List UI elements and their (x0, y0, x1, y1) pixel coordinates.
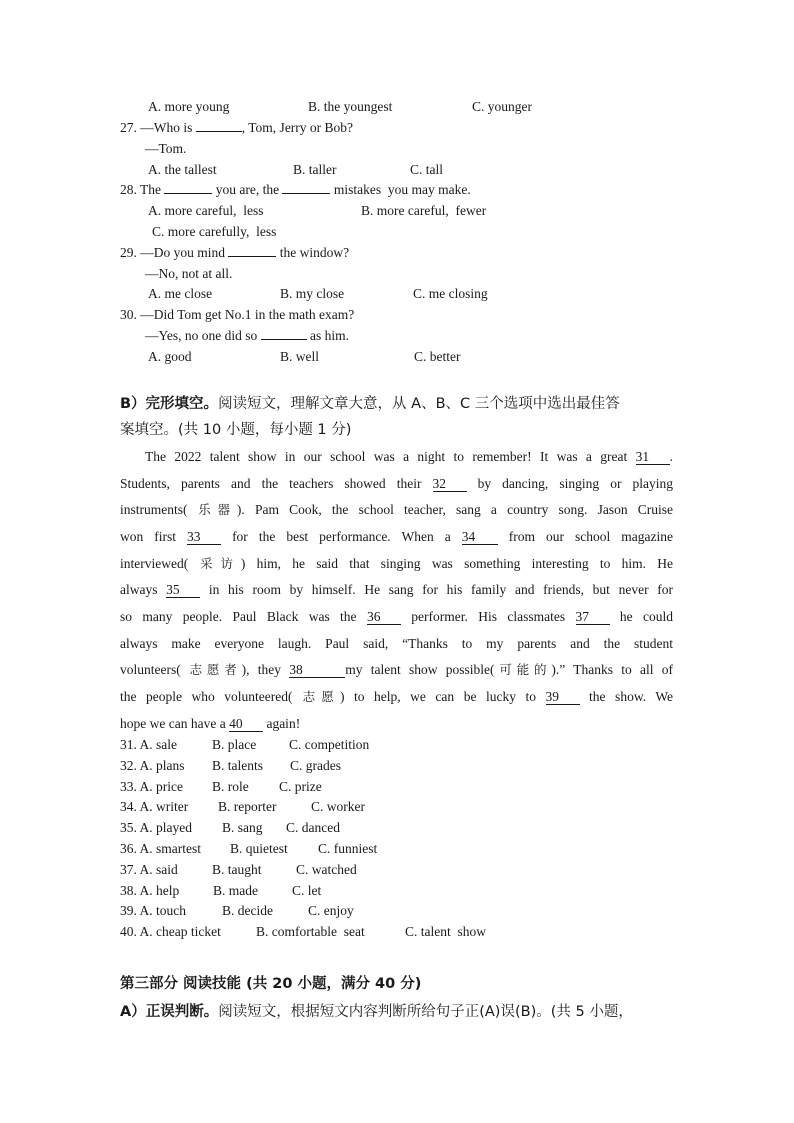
cloze-option-row: 32. A. plans (120, 758, 185, 773)
answer-blank (282, 193, 330, 194)
q29-option-a: A. me close (148, 286, 213, 301)
q29-option-c: C. me closing (413, 286, 488, 301)
cloze-option-row: 36. A. smartest (120, 841, 202, 856)
cloze-option-c: C. competition (289, 737, 370, 752)
section-b-heading-line1: B）完形填空。阅读短文，理解文章大意，从 A、B、C 三个选项中选出最佳答 (120, 396, 620, 412)
section-b-heading-line2: 案填空。(共 10 小题，每小题 1 分) (120, 422, 352, 438)
q29-option-b: B. my close (280, 286, 345, 301)
passage-line-4: won first 33 for the best performance. When a 34 from our school magazine (120, 529, 674, 544)
blank-31: 31 (636, 449, 670, 465)
cloze-option-c: C. let (292, 883, 322, 898)
cloze-option-b: B. decide (222, 903, 273, 918)
cloze-option-b: B. taught (212, 862, 262, 877)
q28-option-c: C. more carefully, less (152, 224, 277, 239)
blank-34: 34 (462, 529, 498, 545)
passage-line-8: always make everyone laugh. Paul said, “Thanks to my parents and the student (120, 636, 673, 651)
q27-option-a: A. the tallest (148, 162, 217, 177)
blank-36: 36 (367, 609, 401, 625)
passage-line-10: the people who volunteered( 志愿) to help, we can be lucky to 39 the show. We (120, 689, 673, 704)
blank-40: 40 (229, 716, 263, 732)
cloze-option-b: B. quietest (230, 841, 288, 856)
cloze-option-b: B. place (212, 737, 257, 752)
q30-stem: 30. —Did Tom get No.1 in the math exam? (120, 307, 355, 322)
q26-option-a: A. more young (148, 99, 230, 114)
blank-35: 35 (166, 582, 200, 598)
cloze-option-row: 38. A. help (120, 883, 180, 898)
blank-39: 39 (546, 689, 580, 705)
answer-blank (261, 339, 307, 340)
answer-blank (164, 193, 212, 194)
q28-stem: 28. The you are, the mistakes you may make. (120, 182, 471, 197)
cloze-option-c: C. watched (296, 862, 357, 877)
cloze-option-c: C. prize (279, 779, 322, 794)
cloze-option-b: B. talents (212, 758, 263, 773)
cloze-option-row: 40. A. cheap ticket (120, 924, 221, 939)
cloze-option-c: C. danced (286, 820, 340, 835)
cloze-option-b: B. reporter (218, 799, 277, 814)
cloze-option-row: 33. A. price (120, 779, 183, 794)
passage-line-2: Students, parents and the teachers showed their 32 by dancing, singing or playing (120, 476, 673, 491)
passage-line-3: instruments( 乐器). Pam Cook, the school teacher, sang a country song. Jason Cruise (120, 502, 673, 517)
q29-stem: 29. —Do you mind the window? (120, 245, 350, 260)
cloze-option-b: B. role (212, 779, 249, 794)
q30-option-b: B. well (280, 349, 319, 364)
passage-line-6: always 35 in his room by himself. He sang for his family and friends, but never for (120, 582, 673, 597)
q27-option-b: B. taller (293, 162, 337, 177)
q28-option-b: B. more careful, fewer (361, 203, 487, 218)
q27-answer: —Tom. (145, 141, 187, 156)
cloze-option-b: B. made (213, 883, 258, 898)
q26-option-b: B. the youngest (308, 99, 393, 114)
blank-32: 32 (433, 476, 467, 492)
cloze-option-row: 37. A. said (120, 862, 178, 877)
part3-heading: 第三部分 阅读技能 (共 20 小题，满分 40 分) (120, 976, 422, 992)
q30-option-c: C. better (414, 349, 461, 364)
passage-line-9: volunteers( 志愿者), they 38 my talent show possible(可能的).” Thanks to all of (120, 662, 673, 677)
answer-blank (228, 256, 276, 257)
q30-option-a: A. good (148, 349, 192, 364)
passage-line-1: The 2022 talent show in our school was a night to remember! It was a great 31 . (145, 449, 673, 464)
q28-option-a: A. more careful, less (148, 203, 264, 218)
cloze-option-c: C. grades (290, 758, 341, 773)
cloze-option-row: 31. A. sale (120, 737, 178, 752)
cloze-option-row: 35. A. played (120, 820, 192, 835)
passage-line-5: interviewed( 采访) him, he said that singing was something interesting to him. He (120, 556, 673, 571)
blank-37: 37 (576, 609, 610, 625)
q29-answer: —No, not at all. (145, 266, 233, 281)
cloze-option-row: 34. A. writer (120, 799, 189, 814)
cloze-option-row: 39. A. touch (120, 903, 187, 918)
cloze-option-b: B. sang (222, 820, 263, 835)
blank-33: 33 (187, 529, 221, 545)
answer-blank (196, 131, 242, 132)
blank-38: 38 (289, 662, 345, 678)
q26-option-c: C. younger (472, 99, 532, 114)
passage-line-11: hope we can have a 40 again! (120, 716, 301, 731)
cloze-option-c: C. enjoy (308, 903, 354, 918)
cloze-option-c: C. funniest (318, 841, 378, 856)
cloze-option-c: C. worker (311, 799, 365, 814)
q30-answer: —Yes, no one did so as him. (145, 328, 350, 343)
cloze-option-c: C. talent show (405, 924, 486, 939)
cloze-option-b: B. comfortable seat (256, 924, 365, 939)
q27-stem: 27. —Who is , Tom, Jerry or Bob? (120, 120, 354, 135)
passage-line-7: so many people. Paul Black was the 36 performer. His classmates 37 he could (120, 609, 673, 624)
part3-section-a-heading: A）正误判断。阅读短文，根据短文内容判断所给句子正(A)误(B)。(共 5 小题， (120, 1004, 633, 1020)
q27-option-c: C. tall (410, 162, 443, 177)
